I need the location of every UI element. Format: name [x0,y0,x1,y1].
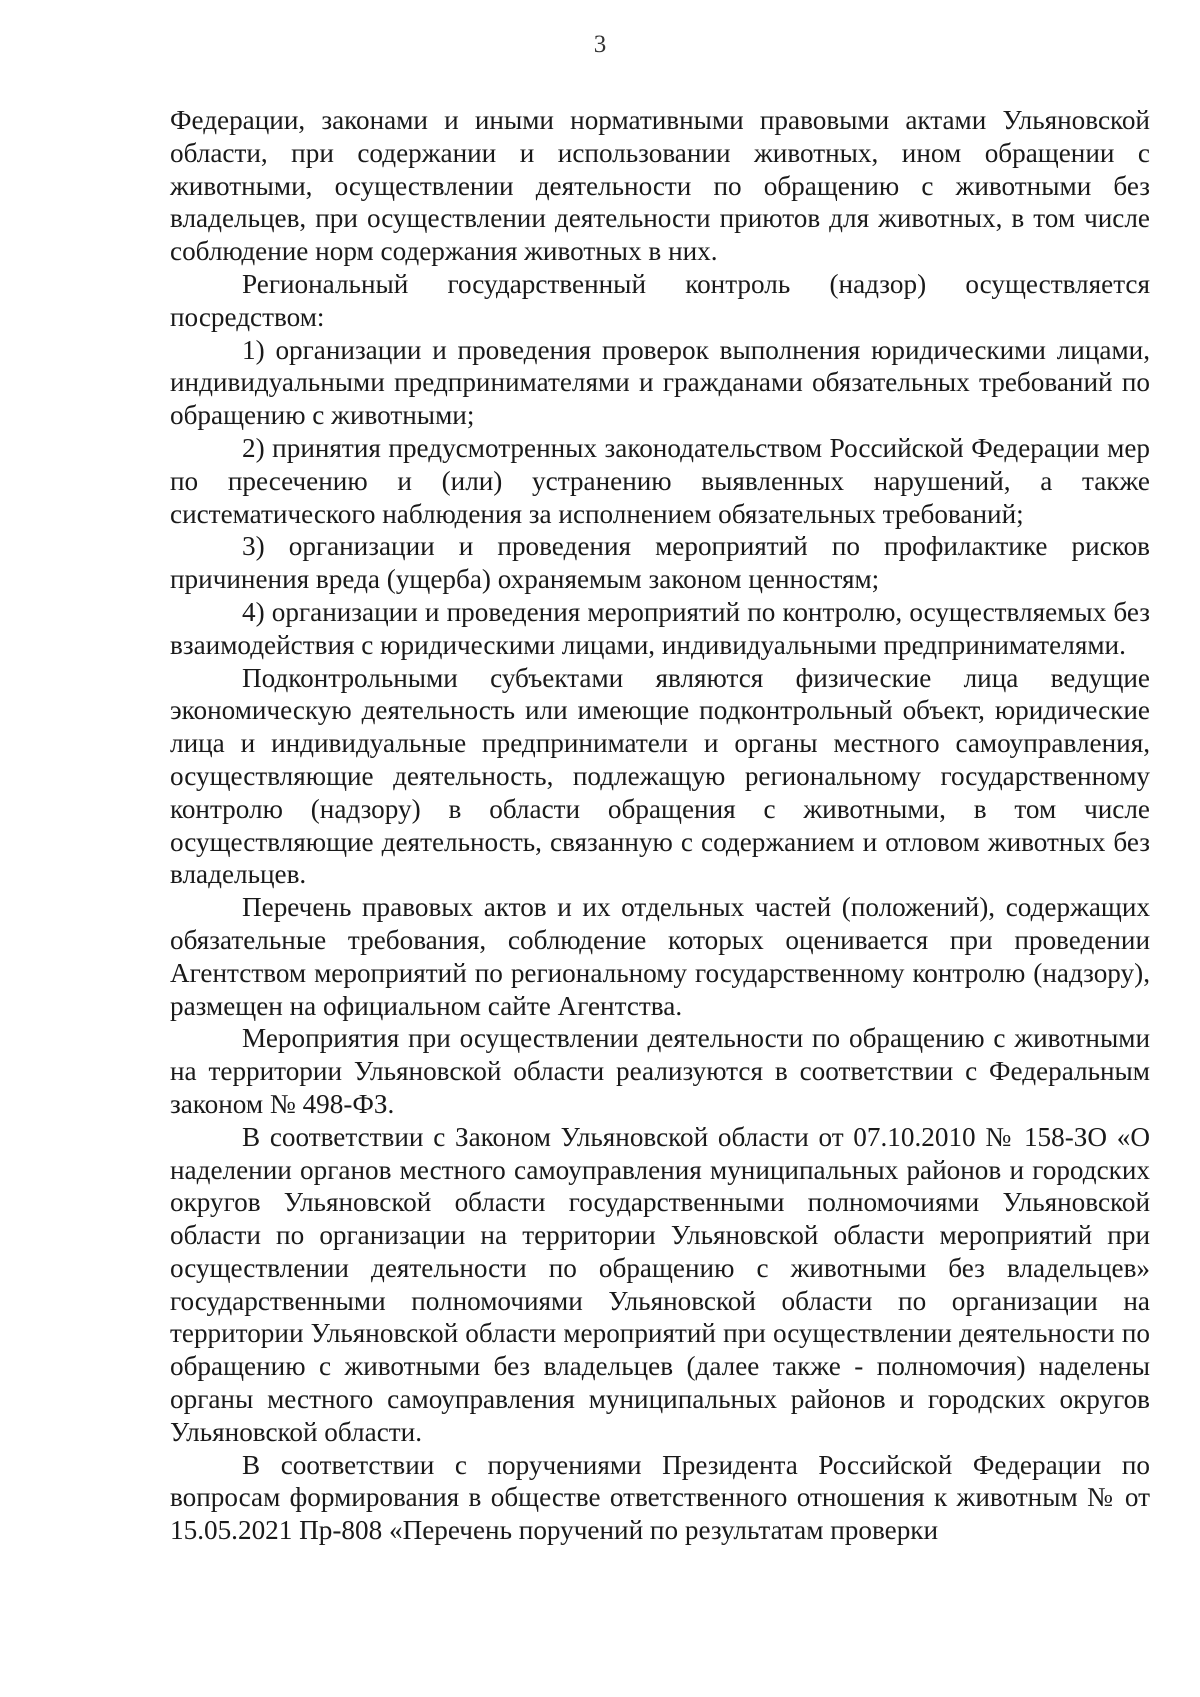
list-item-3: 3) организации и проведения мероприятий по профилактике рисков причинения вреда (ущерба) охраняемым законом ценностям; [170,531,1150,595]
paragraph-legal-acts: Перечень правовых актов и их отдельных частей (положений), содержащих обязательные требования, соблюдение которых оценивается при проведении Агентством мероприятий по региональному государственному контролю (надзору), размещен на официальном сайте Агентства. [170,892,1150,1021]
list-item-2: 2) принятия предусмотренных законодательством Российской Федерации мер по пресечению и (или) устранению выявленных нарушений, а также систематического наблюдения за исполнением обязательных требований; [170,432,1150,529]
paragraph-continuation: Федерации, законами и иными нормативными правовыми актами Ульяновской области, при содержании и использовании животных, ином обращении с животными, осуществлении деятельности по обращению с животными без владельцев, при осуществлении деятельности приютов для животных, в том числе соблюдение норм содержания животных в них. [170,105,1150,267]
page-number: 3 [593,31,607,58]
paragraph-president-orders: В соответствии с поручениями Президента Российской Федерации по вопросам формирования в обществе ответственного отношения к животным № от 15.05.2021 Пр-808 «Перечень поручений по результатам проверки [170,1449,1150,1546]
document-body [170,104,1150,1547]
paragraph-regional-law: В соответствии с Законом Ульяновской области от 07.10.2010 № 158-ЗО «О наделении органов местного самоуправления муниципальных районов и городских округов Ульяновской области государственными полномочиями Ульяновской области по организации на территории Ульяновской области мероприятий при осуществлении деятельности по обращению с животными без владельцев» государственными полномочиями Ульяновской области по организации на территории Ульяновской области мероприятий при осуществлении деятельности по обращению с животными без владельцев (далее также - полномочия) наделены органы местного самоуправления муниципальных районов и городских округов Ульяновской области. [170,1121,1150,1447]
paragraph-measures: Мероприятия при осуществлении деятельности по обращению с животными на территории Ульяновской области реализуются в соответствии с Федеральным законом № 498-ФЗ. [170,1023,1150,1119]
list-item-1: 1) организации и проведения проверок выполнения юридическими лицами, индивидуальными предпринимателями и гражданами обязательных требований по обращению с животными; [170,334,1150,431]
list-item-4: 4) организации и проведения мероприятий по контролю, осуществляемых без взаимодействия с юридическими лицами, индивидуальными предпринимателями. [170,596,1150,660]
paragraph-subjects: Подконтрольными субъектами являются физические лица ведущие экономическую деятельность или имеющие подконтрольный объект, юридические лица и индивидуальные предприниматели и органы местного самоуправления, осуществляющие деятельность, подлежащую региональному государственному контролю (надзору) в области обращения с животными, в том числе осуществляющие деятельность, связанную с содержанием и отловом животных без владельцев. [170,662,1150,890]
paragraph-control-intro: Региональный государственный контроль (надзор) осуществляется посредством: [170,268,1150,332]
